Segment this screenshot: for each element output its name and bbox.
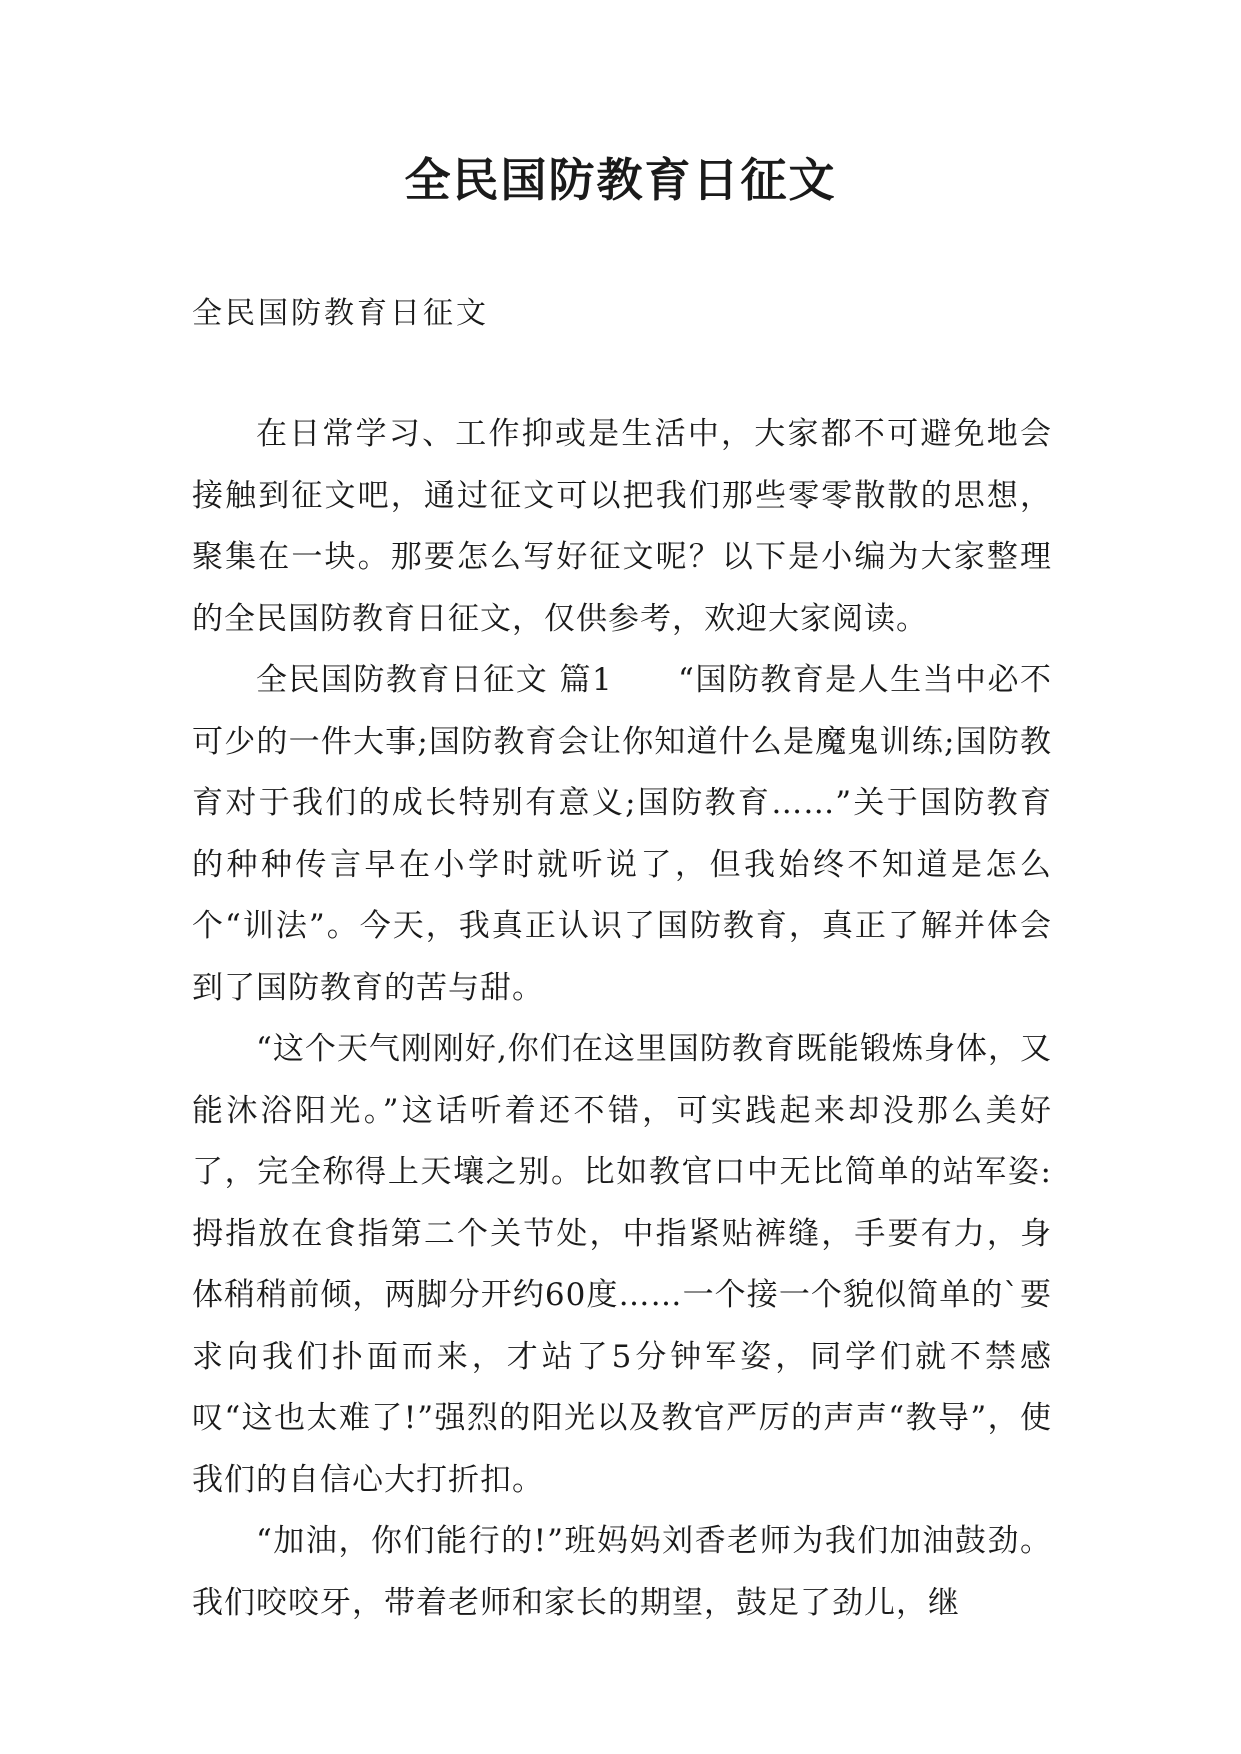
body-paragraph: “加油，你们能行的!”班妈妈刘香老师为我们加油鼓劲。我们咬咬牙，带着老师和家长的期望，鼓足了劲儿，继 bbox=[192, 1523, 1052, 1621]
document-body bbox=[192, 404, 1052, 1634]
body-paragraph: 全民国防教育日征文 篇1 “国防教育是人生当中必不可少的一件大事;国防教育会让你知道什么是魔鬼训练;国防教育对于我们的成长特别有意义;国防教育……”关于国防教育的种种传言早在小学时就听说了，但我始终不知道是怎么个“训法”。今天，我真正认识了国防教育，真正了解并体会到了国防教育的苦与甜。 bbox=[192, 662, 1052, 1006]
document-subtitle: 全民国防教育日征文 bbox=[192, 296, 489, 331]
document-title: 全民国防教育日征文 bbox=[404, 153, 837, 207]
body-paragraph: “这个天气刚刚好,你们在这里国防教育既能锻炼身体，又能沐浴阳光。”这话听着还不错，可实践起来却没那么美好了，完全称得上天壤之别。比如教官口中无比简单的站军姿:拇指放在食指第二个关节处，中指紧贴裤缝，手要有力，身体稍稍前倾，两脚分开约60度……一个接一个貌似简单的`要求向我们扑面而来，才站了5分钟军姿，同学们就不禁感叹“这也太难了!”强烈的阳光以及教官严厉的声声“教导”，使我们的自信心大打折扣。 bbox=[192, 1031, 1052, 1498]
body-paragraph: 在日常学习、工作抑或是生活中，大家都不可避免地会接触到征文吧，通过征文可以把我们那些零零散散的思想，聚集在一块。那要怎么写好征文呢？以下是小编为大家整理的全民国防教育日征文，仅供参考，欢迎大家阅读。 bbox=[192, 416, 1052, 637]
